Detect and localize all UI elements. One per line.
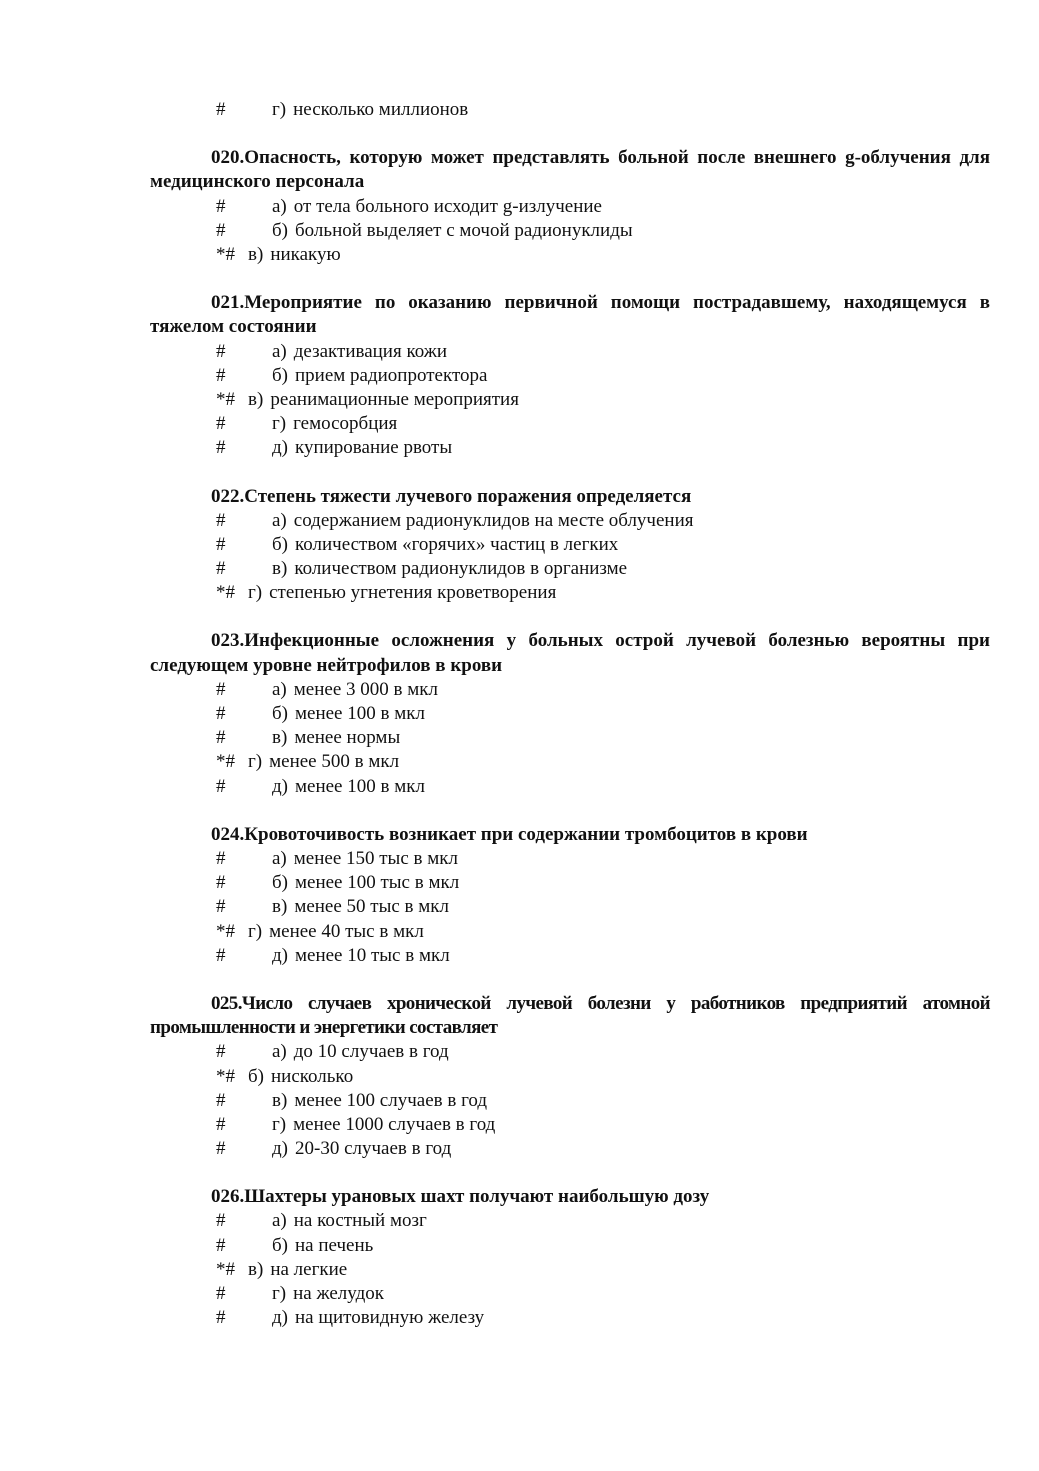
answer-text: содержанием радионуклидов на месте облучения: [293, 509, 694, 531]
answer-option: [150, 1234, 990, 1258]
answer-text: количеством «горячих» частиц в легких: [295, 533, 619, 555]
question-title: [150, 992, 990, 1040]
question-text: Кровоточивость возникает при содержании тромбоцитов в крови: [244, 823, 808, 845]
answer-letter: а): [272, 848, 287, 869]
answer-option: [150, 726, 990, 750]
answer-letter: б): [272, 364, 288, 386]
answer-letter: д): [272, 775, 288, 797]
answer-mark: *#: [216, 243, 235, 265]
answer-option: [150, 1113, 990, 1137]
answer-mark: #: [216, 509, 226, 531]
answer-text: несколько миллионов: [293, 99, 469, 120]
question-text: Степень тяжести лучевого поражения определяется: [244, 485, 692, 507]
answer-text: больной выделяет с мочой радионуклиды: [295, 219, 633, 241]
answer-option-correct: [150, 1258, 990, 1282]
answer-option: [150, 871, 990, 895]
answer-text: от тела больного исходит g-излучение: [293, 195, 602, 217]
question-title: [150, 485, 990, 509]
answer-mark: *#: [216, 1258, 235, 1280]
answer-text: на легкие: [270, 1258, 348, 1280]
answer-option: [150, 557, 990, 581]
answer-letter: г): [272, 99, 287, 120]
answer-mark: #: [216, 703, 226, 725]
answer-text: менее 40 тыс в мкл: [269, 920, 424, 942]
answer-option: [150, 533, 990, 557]
answer-mark: #: [216, 219, 226, 241]
answer-option: [150, 1040, 990, 1064]
question-block: [150, 629, 990, 798]
question-number: 026.: [211, 1186, 245, 1208]
answer-mark: #: [216, 944, 226, 966]
question-block: [150, 823, 990, 968]
answer-mark: *#: [216, 582, 235, 604]
answer-option: [150, 340, 990, 364]
answer-text: на желудок: [293, 1283, 384, 1305]
question-number: 021.: [211, 292, 245, 314]
answer-mark: #: [216, 775, 226, 797]
question-title: [150, 291, 990, 339]
answer-letter: б): [272, 1234, 288, 1256]
answer-mark: *#: [216, 920, 235, 942]
answer-letter: д): [272, 1307, 288, 1329]
answer-mark: *#: [216, 1065, 235, 1087]
answer-text: менее 100 тыс в мкл: [295, 872, 460, 894]
answer-text: менее 150 тыс в мкл: [293, 848, 458, 869]
question-block: [150, 485, 990, 606]
answer-mark: #: [216, 558, 226, 580]
answer-mark: #: [216, 1138, 226, 1160]
answer-text: менее 1000 случаев в год: [293, 1113, 496, 1135]
answer-letter: в): [272, 727, 288, 749]
answer-option: [150, 678, 990, 702]
answer-letter: б): [272, 703, 288, 725]
answer-letter: г): [248, 920, 263, 942]
answer-letter: д): [272, 1138, 288, 1160]
answer-option-correct: [150, 581, 990, 605]
answer-mark: #: [216, 1307, 226, 1329]
answer-option: [150, 1282, 990, 1306]
answer-text: до 10 случаев в год: [293, 1041, 449, 1063]
answer-text: реанимационные мероприятия: [270, 388, 519, 410]
answer-mark: #: [216, 195, 226, 217]
answer-option-correct: [150, 920, 990, 944]
answer-letter: в): [272, 896, 288, 918]
answer-option: [150, 1306, 990, 1330]
answer-option-correct: [150, 388, 990, 412]
answer-option-correct: [150, 243, 990, 267]
answer-mark: *#: [216, 388, 235, 410]
answer-mark: #: [216, 896, 226, 918]
question-number: 022.: [211, 485, 245, 507]
question-text: Опасность, которую может представлять больной после внешнего g-облучения для медицинского персонала: [150, 147, 990, 193]
question-text: Шахтеры урановых шахт получают наибольшую дозу: [244, 1186, 710, 1208]
answer-mark: #: [216, 413, 226, 435]
answer-letter: в): [272, 1089, 288, 1111]
answer-letter: г): [272, 413, 287, 435]
question-number: 020.: [211, 147, 245, 169]
answer-option: [150, 509, 990, 533]
answer-text: дезактивация кожи: [293, 340, 448, 362]
answer-text: на печень: [295, 1234, 374, 1256]
answer-letter: б): [248, 1065, 264, 1087]
answer-letter: в): [248, 388, 264, 410]
answer-mark: *#: [216, 751, 235, 773]
answer-option: [150, 1137, 990, 1161]
answer-mark: #: [216, 437, 226, 459]
answer-mark: #: [216, 1089, 226, 1111]
answer-text: никакую: [270, 243, 341, 265]
answer-option: [150, 364, 990, 388]
answer-letter: г): [248, 751, 263, 773]
answer-mark: #: [216, 340, 226, 362]
question-number: 023.: [211, 630, 245, 652]
question-block: [150, 992, 990, 1161]
answer-mark: #: [216, 848, 226, 869]
answer-mark: #: [216, 1283, 226, 1305]
answer-mark: #: [216, 99, 226, 120]
answer-text: менее 3 000 в мкл: [293, 678, 438, 700]
answer-mark: #: [216, 1041, 226, 1063]
answer-letter: в): [272, 558, 288, 580]
answer-mark: #: [216, 727, 226, 749]
answer-option: [150, 895, 990, 919]
question-title: [150, 146, 990, 194]
question-list: [150, 146, 990, 1330]
answer-text: прием радиопротектора: [295, 364, 488, 386]
answer-letter: а): [272, 678, 287, 700]
answer-letter: д): [272, 944, 288, 966]
question-block: [150, 291, 990, 460]
question-number: 024.: [211, 823, 245, 845]
answer-text: менее 50 тыс в мкл: [294, 896, 450, 918]
answer-letter: а): [272, 195, 287, 217]
answer-letter: а): [272, 1041, 287, 1063]
question-title: [150, 1185, 990, 1209]
answer-option: [150, 195, 990, 219]
answer-text: 20-30 случаев в год: [295, 1138, 452, 1160]
answer-option: [150, 1209, 990, 1233]
answer-option: [150, 775, 990, 799]
answer-mark: #: [216, 678, 226, 700]
answer-option: [150, 847, 990, 871]
answer-text: менее нормы: [294, 727, 401, 749]
answer-mark: #: [216, 1113, 226, 1135]
answer-letter: г): [272, 1113, 287, 1135]
answer-mark: #: [216, 533, 226, 555]
document-page: [150, 98, 990, 1354]
answer-option: [150, 436, 990, 460]
answer-text: менее 500 в мкл: [269, 751, 400, 773]
question-block: [150, 1185, 990, 1330]
answer-letter: б): [272, 219, 288, 241]
answer-letter: а): [272, 340, 287, 362]
answer-text: купирование рвоты: [295, 437, 453, 459]
answer-letter: б): [272, 872, 288, 894]
answer-letter: д): [272, 437, 288, 459]
answer-option-correct: [150, 750, 990, 774]
answer-letter: в): [248, 1258, 264, 1280]
answer-mark: #: [216, 364, 226, 386]
answer-text: менее 100 в мкл: [295, 775, 425, 797]
answer-letter: г): [248, 582, 263, 604]
question-title: [150, 823, 990, 847]
answer-option-correct: [150, 1065, 990, 1089]
answer-mark: #: [216, 1234, 226, 1256]
question-text: Инфекционные осложнения у больных острой лучевой болезнью вероятны при следующем уровне нейтрофилов в крови: [150, 630, 990, 676]
answer-mark: #: [216, 872, 226, 894]
answer-text: на костный мозг: [293, 1210, 427, 1232]
answer-mark: #: [216, 1210, 226, 1232]
answer-option: [150, 1089, 990, 1113]
question-text: Число случаев хронической лучевой болезни у работников предприятий атомной промышленности и энергетики составляет: [150, 992, 990, 1039]
answer-option: [150, 412, 990, 436]
answer-text: менее 10 тыс в мкл: [295, 944, 450, 966]
leading-answer: [150, 98, 990, 122]
answer-option: [150, 702, 990, 726]
answer-text: нисколько: [271, 1065, 354, 1087]
answer-text: на щитовидную железу: [295, 1307, 485, 1329]
answer-letter: г): [272, 1283, 287, 1305]
question-title: [150, 629, 990, 677]
answer-letter: а): [272, 509, 287, 531]
question-text: Мероприятие по оказанию первичной помощи пострадавшему, находящемуся в тяжелом состоянии: [150, 292, 990, 338]
answer-text: менее 100 в мкл: [295, 703, 425, 725]
question-number: 025.: [211, 992, 242, 1014]
answer-letter: б): [272, 533, 288, 555]
answer-option: [150, 944, 990, 968]
answer-text: степенью угнетения кроветворения: [269, 582, 557, 604]
answer-letter: а): [272, 1210, 287, 1232]
answer-text: количеством радионуклидов в организме: [294, 558, 628, 580]
answer-option: [150, 219, 990, 243]
answer-letter: в): [248, 243, 264, 265]
answer-text: гемосорбция: [293, 413, 398, 435]
question-block: [150, 146, 990, 267]
answer-text: менее 100 случаев в год: [294, 1089, 488, 1111]
